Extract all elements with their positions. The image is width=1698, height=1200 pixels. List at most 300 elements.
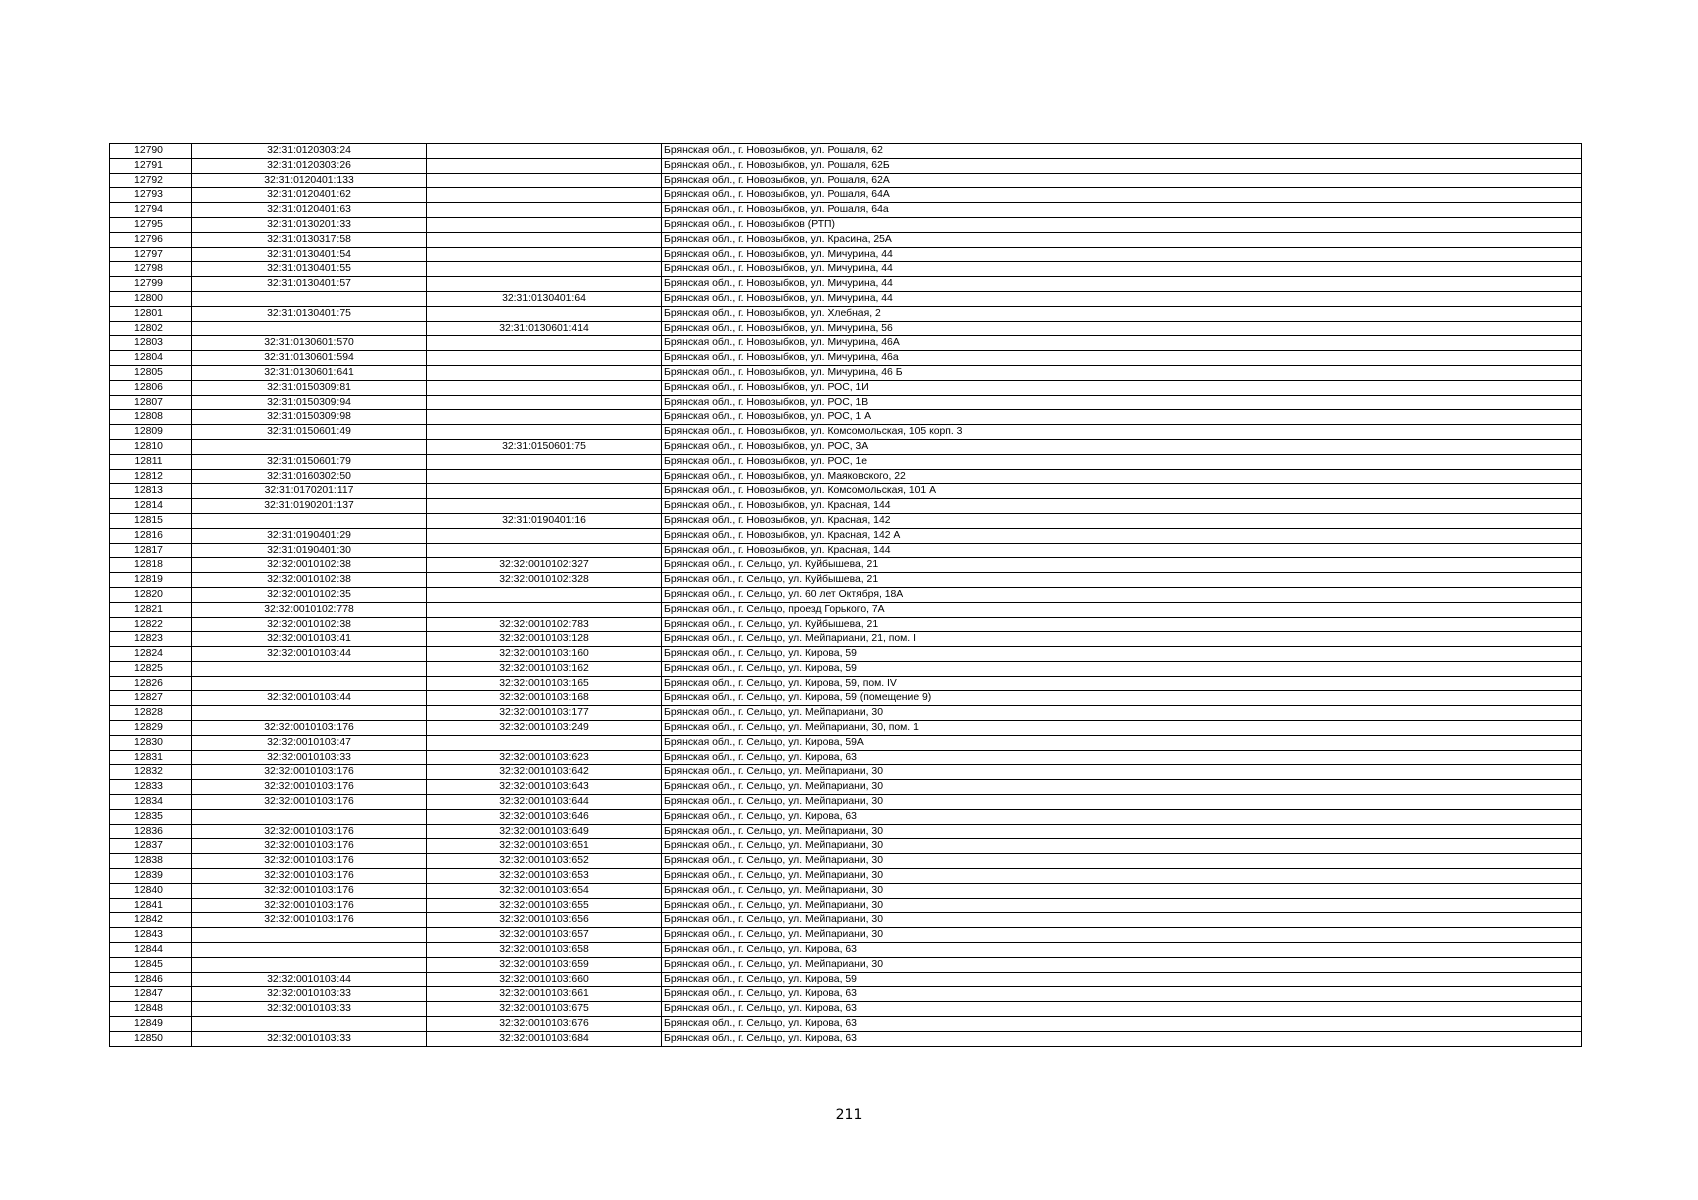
object-number-cell: 32:31:0150601:75	[427, 439, 662, 454]
parcel-number-cell: 32:32:0010102:38	[192, 558, 427, 573]
parcel-number-cell: 32:31:0120303:26	[192, 158, 427, 173]
row-number-cell: 12826	[110, 676, 192, 691]
row-number-cell: 12827	[110, 691, 192, 706]
address-cell: Брянская обл., г. Сельцо, ул. Кирова, 59А	[662, 735, 1582, 750]
parcel-number-cell	[192, 706, 427, 721]
object-number-cell	[427, 602, 662, 617]
object-number-cell: 32:32:0010103:160	[427, 647, 662, 662]
object-number-cell	[427, 365, 662, 380]
object-number-cell: 32:32:0010103:675	[427, 1002, 662, 1017]
address-cell: Брянская обл., г. Сельцо, ул. Кирова, 63	[662, 987, 1582, 1002]
object-number-cell	[427, 425, 662, 440]
table-row	[110, 365, 1582, 380]
table-row	[110, 676, 1582, 691]
table-row	[110, 765, 1582, 780]
table-row	[110, 380, 1582, 395]
row-number-cell: 12805	[110, 365, 192, 380]
address-cell: Брянская обл., г. Сельцо, ул. Мейпариани, 30	[662, 854, 1582, 869]
address-cell: Брянская обл., г. Сельцо, ул. Мейпариани, 30	[662, 913, 1582, 928]
table-row	[110, 750, 1582, 765]
row-number-cell: 12803	[110, 336, 192, 351]
object-number-cell	[427, 306, 662, 321]
table-row	[110, 795, 1582, 810]
table-row	[110, 277, 1582, 292]
row-number-cell: 12791	[110, 158, 192, 173]
parcel-number-cell	[192, 321, 427, 336]
table-row	[110, 217, 1582, 232]
address-cell: Брянская обл., г. Новозыбков (РТП)	[662, 217, 1582, 232]
table-row	[110, 735, 1582, 750]
row-number-cell: 12802	[110, 321, 192, 336]
address-cell: Брянская обл., г. Новозыбков, ул. Красная, 144	[662, 499, 1582, 514]
row-number-cell: 12820	[110, 587, 192, 602]
row-number-cell: 12821	[110, 602, 192, 617]
parcel-number-cell: 32:32:0010103:176	[192, 839, 427, 854]
address-cell: Брянская обл., г. Сельцо, ул. Мейпариани, 30	[662, 706, 1582, 721]
address-cell: Брянская обл., г. Новозыбков, ул. Мичурина, 46 Б	[662, 365, 1582, 380]
object-number-cell	[427, 188, 662, 203]
table-row	[110, 780, 1582, 795]
address-cell: Брянская обл., г. Новозыбков, ул. Красная, 142	[662, 513, 1582, 528]
address-cell: Брянская обл., г. Новозыбков, ул. Рошаля, 62	[662, 144, 1582, 159]
parcel-number-cell: 32:32:0010103:176	[192, 765, 427, 780]
object-number-cell: 32:32:0010103:646	[427, 809, 662, 824]
address-cell: Брянская обл., г. Новозыбков, ул. РОС, 1В	[662, 395, 1582, 410]
row-number-cell: 12837	[110, 839, 192, 854]
table-row	[110, 972, 1582, 987]
address-cell: Брянская обл., г. Новозыбков, ул. РОС, 1 А	[662, 410, 1582, 425]
address-cell: Брянская обл., г. Сельцо, ул. Мейпариани, 30	[662, 928, 1582, 943]
object-number-cell: 32:32:0010103:653	[427, 869, 662, 884]
table-body	[110, 144, 1582, 1047]
table-row	[110, 943, 1582, 958]
object-number-cell: 32:32:0010103:660	[427, 972, 662, 987]
row-number-cell: 12810	[110, 439, 192, 454]
parcel-number-cell: 32:32:0010103:44	[192, 647, 427, 662]
parcel-number-cell: 32:31:0120303:24	[192, 144, 427, 159]
table-row	[110, 173, 1582, 188]
parcel-number-cell: 32:31:0130601:594	[192, 351, 427, 366]
parcel-number-cell: 32:32:0010103:33	[192, 1031, 427, 1046]
parcel-number-cell: 32:32:0010103:47	[192, 735, 427, 750]
address-cell: Брянская обл., г. Новозыбков, ул. Хлебная, 2	[662, 306, 1582, 321]
row-number-cell: 12811	[110, 454, 192, 469]
address-cell: Брянская обл., г. Новозыбков, ул. Мичурина, 44	[662, 247, 1582, 262]
row-number-cell: 12846	[110, 972, 192, 987]
object-number-cell: 32:31:0130401:64	[427, 291, 662, 306]
table-row	[110, 144, 1582, 159]
table-row	[110, 247, 1582, 262]
object-number-cell	[427, 158, 662, 173]
table-row	[110, 454, 1582, 469]
object-number-cell: 32:32:0010103:658	[427, 943, 662, 958]
row-number-cell: 12834	[110, 795, 192, 810]
object-number-cell: 32:32:0010103:165	[427, 676, 662, 691]
parcel-number-cell	[192, 943, 427, 958]
row-number-cell: 12793	[110, 188, 192, 203]
object-number-cell	[427, 144, 662, 159]
address-cell: Брянская обл., г. Сельцо, ул. Кирова, 59, пом. IV	[662, 676, 1582, 691]
row-number-cell: 12812	[110, 469, 192, 484]
row-number-cell: 12822	[110, 617, 192, 632]
object-number-cell: 32:32:0010103:128	[427, 632, 662, 647]
object-number-cell	[427, 203, 662, 218]
address-cell: Брянская обл., г. Новозыбков, ул. Рошаля, 64а	[662, 203, 1582, 218]
object-number-cell	[427, 217, 662, 232]
row-number-cell: 12809	[110, 425, 192, 440]
object-number-cell: 32:32:0010103:249	[427, 721, 662, 736]
address-cell: Брянская обл., г. Новозыбков, ул. РОС, 1И	[662, 380, 1582, 395]
table-row	[110, 469, 1582, 484]
row-number-cell: 12845	[110, 957, 192, 972]
parcel-number-cell: 32:32:0010103:176	[192, 913, 427, 928]
object-number-cell: 32:32:0010103:642	[427, 765, 662, 780]
object-number-cell	[427, 454, 662, 469]
object-number-cell: 32:32:0010103:643	[427, 780, 662, 795]
object-number-cell	[427, 277, 662, 292]
table-row	[110, 883, 1582, 898]
object-number-cell	[427, 380, 662, 395]
row-number-cell: 12839	[110, 869, 192, 884]
parcel-number-cell	[192, 1017, 427, 1032]
address-cell: Брянская обл., г. Сельцо, ул. Мейпариани, 30	[662, 869, 1582, 884]
row-number-cell: 12807	[110, 395, 192, 410]
object-number-cell: 32:31:0130601:414	[427, 321, 662, 336]
parcel-number-cell: 32:31:0190201:137	[192, 499, 427, 514]
object-number-cell	[427, 262, 662, 277]
row-number-cell: 12833	[110, 780, 192, 795]
row-number-cell: 12804	[110, 351, 192, 366]
parcel-number-cell: 32:32:0010102:778	[192, 602, 427, 617]
address-cell: Брянская обл., г. Новозыбков, ул. Рошаля, 62А	[662, 173, 1582, 188]
object-number-cell: 32:32:0010103:177	[427, 706, 662, 721]
table-row	[110, 617, 1582, 632]
row-number-cell: 12797	[110, 247, 192, 262]
table-row	[110, 306, 1582, 321]
table-row	[110, 928, 1582, 943]
row-number-cell: 12824	[110, 647, 192, 662]
parcel-number-cell: 32:31:0130401:57	[192, 277, 427, 292]
table-row	[110, 602, 1582, 617]
address-cell: Брянская обл., г. Сельцо, проезд Горького, 7А	[662, 602, 1582, 617]
address-cell: Брянская обл., г. Новозыбков, ул. Мичурина, 56	[662, 321, 1582, 336]
address-cell: Брянская обл., г. Новозыбков, ул. Красина, 25А	[662, 232, 1582, 247]
parcel-number-cell	[192, 661, 427, 676]
property-table	[109, 143, 1582, 1047]
address-cell: Брянская обл., г. Сельцо, ул. Кирова, 63	[662, 1002, 1582, 1017]
table-row	[110, 410, 1582, 425]
object-number-cell	[427, 336, 662, 351]
parcel-number-cell: 32:31:0150309:94	[192, 395, 427, 410]
row-number-cell: 12835	[110, 809, 192, 824]
row-number-cell: 12792	[110, 173, 192, 188]
object-number-cell: 32:32:0010103:651	[427, 839, 662, 854]
address-cell: Брянская обл., г. Сельцо, ул. Мейпариани, 30	[662, 795, 1582, 810]
address-cell: Брянская обл., г. Сельцо, ул. Мейпариани, 30	[662, 824, 1582, 839]
object-number-cell: 32:32:0010103:661	[427, 987, 662, 1002]
table-row	[110, 824, 1582, 839]
address-cell: Брянская обл., г. Сельцо, ул. Кирова, 59 (помещение 9)	[662, 691, 1582, 706]
table-row	[110, 513, 1582, 528]
row-number-cell: 12794	[110, 203, 192, 218]
table-row	[110, 957, 1582, 972]
object-number-cell: 32:32:0010103:657	[427, 928, 662, 943]
table-row	[110, 425, 1582, 440]
parcel-number-cell: 32:32:0010103:176	[192, 824, 427, 839]
parcel-number-cell: 32:31:0190401:30	[192, 543, 427, 558]
address-cell: Брянская обл., г. Новозыбков, ул. РОС, 1е	[662, 454, 1582, 469]
object-number-cell: 32:32:0010103:655	[427, 898, 662, 913]
object-number-cell: 32:31:0190401:16	[427, 513, 662, 528]
address-cell: Брянская обл., г. Сельцо, ул. Кирова, 63	[662, 750, 1582, 765]
address-cell: Брянская обл., г. Сельцо, ул. Мейпариани, 30	[662, 883, 1582, 898]
parcel-number-cell: 32:32:0010103:33	[192, 987, 427, 1002]
address-cell: Брянская обл., г. Новозыбков, ул. Рошаля, 62Б	[662, 158, 1582, 173]
row-number-cell: 12838	[110, 854, 192, 869]
parcel-number-cell: 32:31:0150309:98	[192, 410, 427, 425]
parcel-number-cell	[192, 809, 427, 824]
table-row	[110, 987, 1582, 1002]
address-cell: Брянская обл., г. Сельцо, ул. Мейпариани, 30	[662, 957, 1582, 972]
table-row	[110, 484, 1582, 499]
parcel-number-cell: 32:31:0150601:49	[192, 425, 427, 440]
table-row	[110, 647, 1582, 662]
address-cell: Брянская обл., г. Новозыбков, ул. Мичурина, 46а	[662, 351, 1582, 366]
object-number-cell	[427, 395, 662, 410]
row-number-cell: 12830	[110, 735, 192, 750]
address-cell: Брянская обл., г. Новозыбков, ул. РОС, 3А	[662, 439, 1582, 454]
row-number-cell: 12796	[110, 232, 192, 247]
table-row	[110, 291, 1582, 306]
row-number-cell: 12819	[110, 573, 192, 588]
object-number-cell	[427, 528, 662, 543]
object-number-cell	[427, 469, 662, 484]
parcel-number-cell: 32:32:0010103:176	[192, 854, 427, 869]
address-cell: Брянская обл., г. Сельцо, ул. Кирова, 59	[662, 661, 1582, 676]
address-cell: Брянская обл., г. Сельцо, ул. Мейпариани, 30	[662, 765, 1582, 780]
table-row	[110, 262, 1582, 277]
row-number-cell: 12806	[110, 380, 192, 395]
object-number-cell: 32:32:0010103:649	[427, 824, 662, 839]
address-cell: Брянская обл., г. Сельцо, ул. Кирова, 59	[662, 647, 1582, 662]
object-number-cell: 32:32:0010103:623	[427, 750, 662, 765]
parcel-number-cell: 32:31:0130401:54	[192, 247, 427, 262]
parcel-number-cell: 32:31:0150601:79	[192, 454, 427, 469]
table-row	[110, 558, 1582, 573]
parcel-number-cell: 32:31:0130401:55	[192, 262, 427, 277]
parcel-number-cell	[192, 676, 427, 691]
row-number-cell: 12816	[110, 528, 192, 543]
table-row	[110, 543, 1582, 558]
address-cell: Брянская обл., г. Сельцо, ул. Куйбышева, 21	[662, 617, 1582, 632]
parcel-number-cell: 32:32:0010103:176	[192, 721, 427, 736]
table-row	[110, 395, 1582, 410]
parcel-number-cell: 32:31:0120401:62	[192, 188, 427, 203]
parcel-number-cell: 32:31:0120401:133	[192, 173, 427, 188]
table-row	[110, 188, 1582, 203]
table-row	[110, 854, 1582, 869]
parcel-number-cell: 32:32:0010103:176	[192, 780, 427, 795]
row-number-cell: 12850	[110, 1031, 192, 1046]
address-cell: Брянская обл., г. Новозыбков, ул. Мичурина, 44	[662, 262, 1582, 277]
row-number-cell: 12849	[110, 1017, 192, 1032]
address-cell: Брянская обл., г. Сельцо, ул. Мейпариани, 30	[662, 839, 1582, 854]
address-cell: Брянская обл., г. Сельцо, ул. Мейпариани, 21, пом. I	[662, 632, 1582, 647]
row-number-cell: 12800	[110, 291, 192, 306]
table-row	[110, 1017, 1582, 1032]
address-cell: Брянская обл., г. Новозыбков, ул. Мичурина, 46А	[662, 336, 1582, 351]
parcel-number-cell: 32:32:0010103:176	[192, 795, 427, 810]
parcel-number-cell: 32:31:0120401:63	[192, 203, 427, 218]
page-number: 211	[835, 1107, 863, 1123]
row-number-cell: 12848	[110, 1002, 192, 1017]
table-row	[110, 691, 1582, 706]
object-number-cell: 32:32:0010103:656	[427, 913, 662, 928]
address-cell: Брянская обл., г. Новозыбков, ул. Мичурина, 44	[662, 277, 1582, 292]
row-number-cell: 12836	[110, 824, 192, 839]
address-cell: Брянская обл., г. Новозыбков, ул. Маяковского, 22	[662, 469, 1582, 484]
parcel-number-cell: 32:31:0160302:50	[192, 469, 427, 484]
object-number-cell: 32:32:0010103:644	[427, 795, 662, 810]
table-row	[110, 499, 1582, 514]
parcel-number-cell: 32:32:0010103:176	[192, 883, 427, 898]
table-row	[110, 587, 1582, 602]
address-cell: Брянская обл., г. Сельцо, ул. Кирова, 63	[662, 1031, 1582, 1046]
table-row	[110, 1031, 1582, 1046]
row-number-cell: 12795	[110, 217, 192, 232]
table-row	[110, 158, 1582, 173]
object-number-cell: 32:32:0010103:654	[427, 883, 662, 898]
row-number-cell: 12814	[110, 499, 192, 514]
object-number-cell: 32:32:0010103:162	[427, 661, 662, 676]
parcel-number-cell: 32:32:0010103:44	[192, 972, 427, 987]
object-number-cell	[427, 410, 662, 425]
object-number-cell: 32:32:0010102:328	[427, 573, 662, 588]
row-number-cell: 12829	[110, 721, 192, 736]
table-row	[110, 573, 1582, 588]
row-number-cell: 12815	[110, 513, 192, 528]
table-row	[110, 1002, 1582, 1017]
parcel-number-cell: 32:31:0130601:641	[192, 365, 427, 380]
table-row	[110, 528, 1582, 543]
parcel-number-cell	[192, 439, 427, 454]
address-cell: Брянская обл., г. Новозыбков, ул. Красная, 142 А	[662, 528, 1582, 543]
row-number-cell: 12841	[110, 898, 192, 913]
table-row	[110, 661, 1582, 676]
address-cell: Брянская обл., г. Новозыбков, ул. Комсомольская, 101 А	[662, 484, 1582, 499]
parcel-number-cell: 32:32:0010102:35	[192, 587, 427, 602]
row-number-cell: 12813	[110, 484, 192, 499]
parcel-number-cell: 32:31:0130601:570	[192, 336, 427, 351]
row-number-cell: 12799	[110, 277, 192, 292]
object-number-cell	[427, 173, 662, 188]
row-number-cell: 12790	[110, 144, 192, 159]
address-cell: Брянская обл., г. Сельцо, ул. Кирова, 63	[662, 1017, 1582, 1032]
object-number-cell	[427, 247, 662, 262]
object-number-cell: 32:32:0010103:652	[427, 854, 662, 869]
parcel-number-cell: 32:32:0010103:33	[192, 1002, 427, 1017]
address-cell: Брянская обл., г. Сельцо, ул. Кирова, 63	[662, 809, 1582, 824]
table-row	[110, 203, 1582, 218]
parcel-number-cell: 32:32:0010102:38	[192, 573, 427, 588]
table-row	[110, 439, 1582, 454]
row-number-cell: 12832	[110, 765, 192, 780]
parcel-number-cell: 32:31:0130401:75	[192, 306, 427, 321]
parcel-number-cell: 32:32:0010102:38	[192, 617, 427, 632]
object-number-cell	[427, 351, 662, 366]
parcel-number-cell: 32:31:0150309:81	[192, 380, 427, 395]
object-number-cell: 32:32:0010103:659	[427, 957, 662, 972]
parcel-number-cell: 32:32:0010103:176	[192, 898, 427, 913]
parcel-number-cell: 32:32:0010103:41	[192, 632, 427, 647]
row-number-cell: 12844	[110, 943, 192, 958]
object-number-cell	[427, 484, 662, 499]
object-number-cell	[427, 735, 662, 750]
object-number-cell: 32:32:0010102:327	[427, 558, 662, 573]
row-number-cell: 12823	[110, 632, 192, 647]
address-cell: Брянская обл., г. Сельцо, ул. Мейпариани, 30, пом. 1	[662, 721, 1582, 736]
row-number-cell: 12808	[110, 410, 192, 425]
parcel-number-cell: 32:31:0190401:29	[192, 528, 427, 543]
object-number-cell	[427, 499, 662, 514]
address-cell: Брянская обл., г. Сельцо, ул. Куйбышева, 21	[662, 573, 1582, 588]
table-row	[110, 336, 1582, 351]
table-row	[110, 232, 1582, 247]
table-row	[110, 869, 1582, 884]
parcel-number-cell: 32:32:0010103:44	[192, 691, 427, 706]
object-number-cell	[427, 232, 662, 247]
row-number-cell: 12828	[110, 706, 192, 721]
row-number-cell: 12798	[110, 262, 192, 277]
address-cell: Брянская обл., г. Новозыбков, ул. Комсомольская, 105 корп. 3	[662, 425, 1582, 440]
table-row	[110, 351, 1582, 366]
table-row	[110, 721, 1582, 736]
address-cell: Брянская обл., г. Новозыбков, ул. Рошаля, 64А	[662, 188, 1582, 203]
parcel-number-cell: 32:31:0130317:58	[192, 232, 427, 247]
table-row	[110, 839, 1582, 854]
parcel-number-cell: 32:32:0010103:176	[192, 869, 427, 884]
object-number-cell: 32:32:0010103:684	[427, 1031, 662, 1046]
table-row	[110, 632, 1582, 647]
object-number-cell: 32:32:0010103:676	[427, 1017, 662, 1032]
parcel-number-cell: 32:31:0130201:33	[192, 217, 427, 232]
row-number-cell: 12817	[110, 543, 192, 558]
address-cell: Брянская обл., г. Сельцо, ул. Мейпариани, 30	[662, 780, 1582, 795]
parcel-number-cell	[192, 928, 427, 943]
address-cell: Брянская обл., г. Сельцо, ул. 60 лет Октября, 18А	[662, 587, 1582, 602]
row-number-cell: 12840	[110, 883, 192, 898]
address-cell: Брянская обл., г. Сельцо, ул. Кирова, 59	[662, 972, 1582, 987]
parcel-number-cell	[192, 291, 427, 306]
object-number-cell: 32:32:0010102:783	[427, 617, 662, 632]
address-cell: Брянская обл., г. Сельцо, ул. Кирова, 63	[662, 943, 1582, 958]
row-number-cell: 12801	[110, 306, 192, 321]
table-row	[110, 706, 1582, 721]
address-cell: Брянская обл., г. Новозыбков, ул. Мичурина, 44	[662, 291, 1582, 306]
table-row	[110, 913, 1582, 928]
row-number-cell: 12825	[110, 661, 192, 676]
object-number-cell	[427, 587, 662, 602]
table-row	[110, 898, 1582, 913]
parcel-number-cell: 32:32:0010103:33	[192, 750, 427, 765]
row-number-cell: 12842	[110, 913, 192, 928]
address-cell: Брянская обл., г. Сельцо, ул. Куйбышева, 21	[662, 558, 1582, 573]
address-cell: Брянская обл., г. Новозыбков, ул. Красная, 144	[662, 543, 1582, 558]
table-row	[110, 321, 1582, 336]
parcel-number-cell: 32:31:0170201:117	[192, 484, 427, 499]
parcel-number-cell	[192, 957, 427, 972]
row-number-cell: 12818	[110, 558, 192, 573]
